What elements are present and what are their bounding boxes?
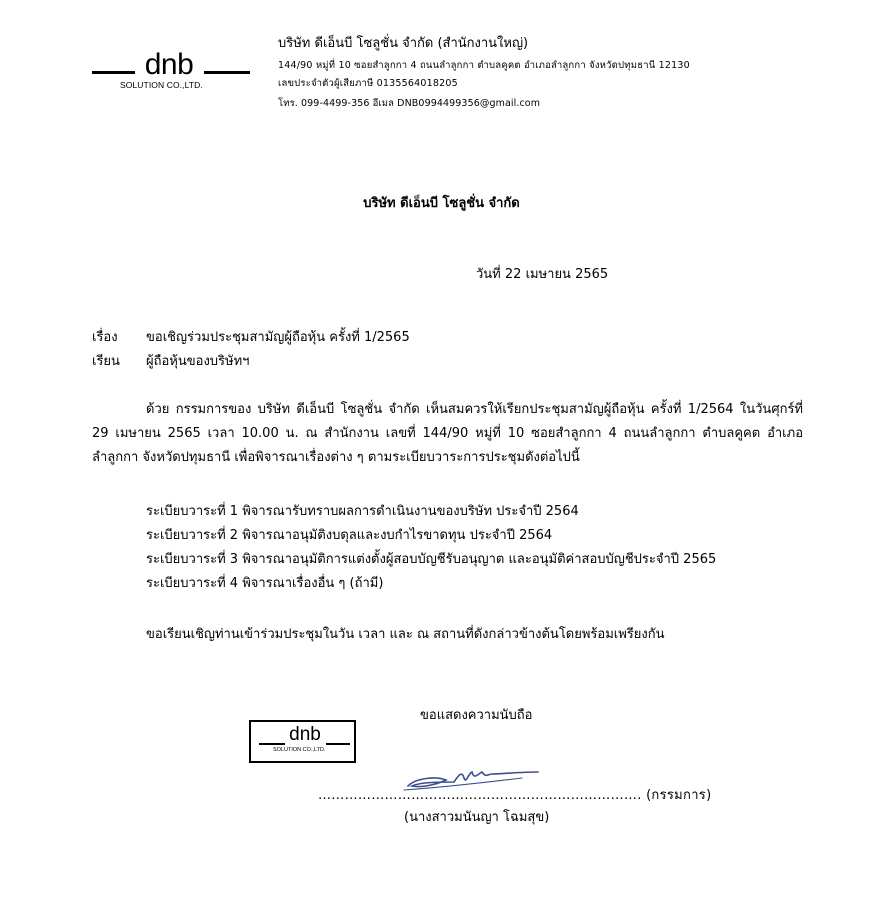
recipient-text: ผู้ถือหุ้นของบริษัทฯ: [146, 354, 250, 369]
subject-label: เรื่อง: [92, 330, 118, 345]
signer-name: (นางสาวมนันญา โฉมสุข): [404, 810, 550, 825]
logo-left-rule: [92, 71, 135, 74]
company-logo: [92, 48, 252, 96]
document-title: บริษัท ดีเอ็นบี โซลูชั่น จำกัด: [363, 196, 520, 211]
invitation-text: ขอเรียนเชิญท่านเข้าร่วมประชุมในวัน เวลา และ ณ สถานที่ดังกล่าวข้างต้นโดยพร้อมเพรียงกัน: [146, 627, 665, 642]
body-paragraph: ด้วย กรรมการของ บริษัท ดีเอ็นบี โซลูชั่น จำกัด เห็นสมควรให้เรียกประชุมสามัญผู้ถือหุ้น ครั้งที่ 1/2564 ในวันศุกร์ที่ 29 เมษายน 2565 เวลา 10.00 น. ณ สำนักงาน เลขที่ 144/90 หมู่ที่ 10 ซอยสำลูกกา 4 ถนนลำลูกกา ตำบลคูคต อำเภอลำลูกกา จังหวัดปทุมธานี เพื่อพิจารณาเรื่องต่าง ๆ ตามระเบียบวาระการประชุมดังต่อไปนี้: [92, 402, 803, 465]
agenda-item-4: ระเบียบวาระที่ 4 พิจารณาเรื่องอื่น ๆ (ถ้ามี): [146, 576, 384, 591]
document-date: วันที่ 22 เมษายน 2565: [476, 267, 609, 282]
header-company-name: บริษัท ดีเอ็นบี โซลูชั่น จำกัด (สำนักงานใหญ่): [278, 36, 529, 51]
recipient-label: เรียน: [92, 354, 120, 369]
header-address: 144/90 หมู่ที่ 10 ซอยสำลูกกา 4 ถนนลำลูกกา ตำบลคูคต อำเภอลำลูกกา จังหวัดปทุมธานี 12130: [278, 60, 690, 71]
logo-right-rule: [204, 71, 250, 74]
header-tax-id: เลขประจำตัวผู้เสียภาษี 0135564018205: [278, 78, 458, 89]
stamp-right-rule: [326, 743, 350, 745]
signature-line: ………………………………………………………………. (กรรมการ): [318, 788, 712, 803]
header-contact: โทร. 099-4499-356 อีเมล DNB0994499356@gmail.com: [278, 98, 541, 109]
stamp-wordmark: dnb: [289, 724, 321, 745]
agenda-item-3: ระเบียบวาระที่ 3 พิจารณาอนุมัติการแต่งตั้งผู้สอบบัญชีรับอนุญาต และอนุมัติค่าสอบบัญชีประจำปี 2565: [146, 552, 717, 567]
stamp-left-rule: [259, 743, 285, 745]
agenda-item-2: ระเบียบวาระที่ 2 พิจารณาอนุมัติงบดุลและงบกำไรขาดทุน ประจำปี 2564: [146, 528, 553, 543]
logo-wordmark: dnb: [144, 48, 194, 81]
agenda-item-1: ระเบียบวาระที่ 1 พิจารณารับทราบผลการดำเนินงานของบริษัท ประจำปี 2564: [146, 504, 579, 519]
company-stamp: [249, 720, 356, 763]
subject-text: ขอเชิญร่วมประชุมสามัญผู้ถือหุ้น ครั้งที่ 1/2565: [146, 330, 410, 345]
stamp-subtitle: SOLUTION CO.,LTD.: [273, 747, 326, 753]
logo-subtitle: SOLUTION CO.,LTD.: [120, 80, 203, 90]
closing-text: ขอแสดงความนับถือ: [420, 708, 533, 723]
